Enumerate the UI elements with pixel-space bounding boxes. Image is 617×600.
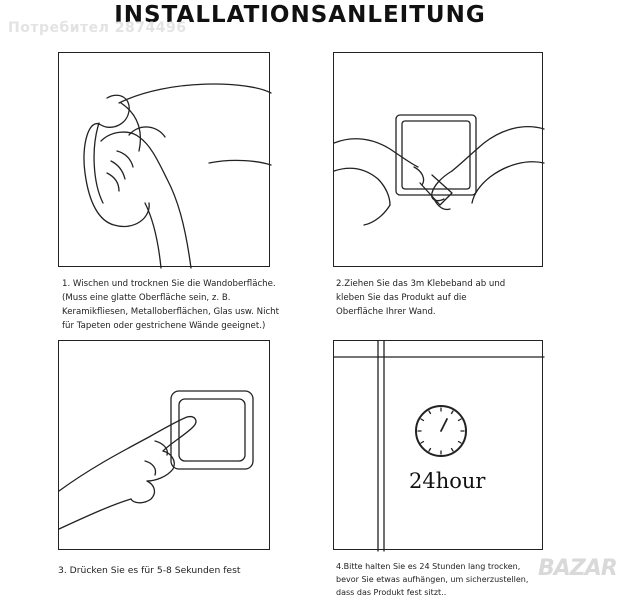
clock-icon bbox=[416, 406, 466, 456]
step-1-panel bbox=[58, 52, 270, 267]
step-2-panel bbox=[333, 52, 543, 267]
duration-label: 24hour bbox=[409, 469, 486, 493]
watermark: Потребител 2874496 bbox=[8, 20, 187, 36]
peeling-tape-hands-icon bbox=[334, 53, 544, 268]
step-4-caption: 4.Bitte halten Sie es 24 Stunden lang trocken, bevor Sie etwas aufhängen, um sicherzustellen, dass das Produkt fest sitzt.. bbox=[336, 562, 529, 597]
step-3-panel bbox=[58, 340, 270, 550]
step-1-caption: 1. Wischen und trocknen Sie die Wandoberfläche. (Muss eine glatte Oberfläche sein, z. B. Keramikfliesen, Metalloberflächen, Glas usw. Nicht für Tapeten oder gestrichene Wände geeignet.) bbox=[62, 279, 279, 331]
page-title: INSTALLATIONSANLEITUNG bbox=[114, 2, 486, 28]
step-4-panel bbox=[333, 340, 543, 550]
step-2-caption: 2.Ziehen Sie das 3m Klebeband ab und kleben Sie das Produkt auf die Oberfläche Ihrer Wand. bbox=[336, 279, 506, 317]
step-3-caption: 3. Drücken Sie es für 5-8 Sekunden fest bbox=[58, 565, 241, 576]
wiping-cloth-hand-icon bbox=[59, 53, 271, 268]
pressing-hand-icon bbox=[59, 341, 271, 551]
logo: BAZAR bbox=[538, 556, 617, 581]
